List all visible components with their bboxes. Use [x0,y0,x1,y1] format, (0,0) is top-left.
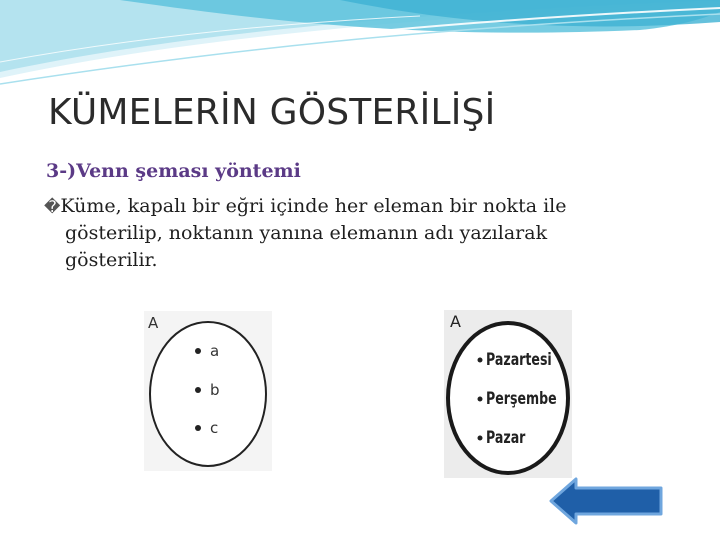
element-dot-pazar [478,436,483,441]
element-dot-b [195,387,201,393]
venn-left-ellipse [150,322,266,466]
paragraph-line-1-text: Küme, kapalı bir eğri içinde her eleman bir nokta ile [60,195,567,217]
element-dot-pazartesi [478,358,483,363]
paragraph-line-3: gösterilir. [65,249,158,271]
left-arrow-icon [551,479,661,523]
element-label-pazar: Pazar [486,428,526,448]
paragraph-line-1 [44,193,684,220]
element-label-pazartesi: Pazartesi [486,350,552,370]
slide-subtitle: 3-)Venn şeması yöntemi [46,160,301,182]
venn-diagram-letters [144,311,272,471]
bullet-icon: � [44,197,61,216]
element-dot-c [195,425,201,431]
venn-left-set-name: A [148,314,159,332]
back-navigation-button[interactable] [548,476,666,526]
element-dot-a [195,348,201,354]
element-dot-persembe [478,397,483,402]
venn-right-set-name: A [450,312,461,331]
element-label-a: a [210,342,220,360]
paragraph-line-2: gösterilip, noktanın yanına elemanın adı yazılarak [65,222,548,244]
definition-paragraph [44,193,684,274]
element-label-c: c [210,419,219,437]
venn-diagram-days [444,310,572,478]
element-label-persembe: Perşembe [486,389,557,409]
element-label-b: b [210,381,220,399]
slide-title: KÜMELERİN GÖSTERİLİŞİ [48,92,496,133]
header-swoosh-decoration [0,0,720,90]
